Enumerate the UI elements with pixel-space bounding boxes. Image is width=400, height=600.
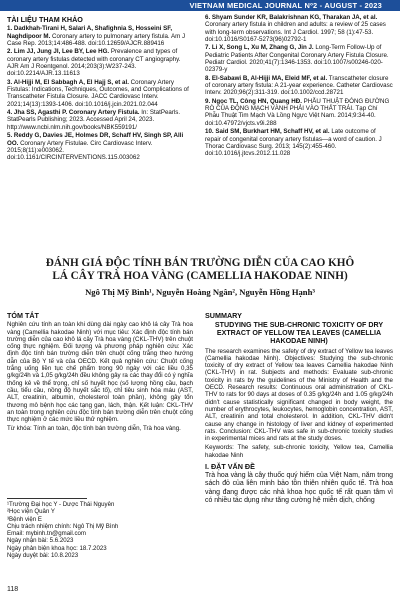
section-1-text: Trà hoa vàng là cây thuốc quý hiếm của Việt Nam, năm trong sách đỏ của liên minh bảo tồn thiên nhiên quốc tế. Trà hoa vàng đang được các nhà khoa học quốc tế rất quan tâm vì có nhiều tác dụng như tăng cường hệ miễn dịch, chống bbox=[205, 472, 393, 504]
reference-details: Long-Term Follow-Up of Pediatric Patients After Congenital Coronary Artery Fistula Closure. Pediatr Cardiol. 2020;41(7):1346-1353. doi:10.1007/s00246-020-02379-y bbox=[205, 44, 389, 74]
reference-authors: 6. Shyam Sunder KR, Balakrishnan KG, Tharakan JA, et al. bbox=[205, 14, 378, 21]
footnote-line: Ngày phản biện khoa học: 18.7.2023 bbox=[7, 544, 107, 552]
references-right-column bbox=[205, 14, 393, 159]
reference-authors: 4. Jha SS, Agasthi P. Coronary Artery Fistula. bbox=[7, 109, 140, 117]
summary-text: The research examines the safety of dry extract of Yellow tea leaves (Camellia hakodae Ninh). Objectives: Studying the sub-chronic toxicity of dry extract of Yellow tea leaves Camellia hakodae Ninh (CKL-THV) in rat. Subjects and methods: Evaluate sub-chronic toxicity in rats by the guidelines of the Ministry of Health and the OECD. Research results: Continuous oral administration of CKL-THV to rats for 90 days at doses of 0.35 g/kg/24h and 1.05 g/kg/24h didn't cause statistically significant changed in body weight, the number of erythrocytes, leukocytes, hemoglobin concentration, AST, ALT, creatinin and total cholesterol. In addition, CKL-THV didn't cause any change in histology of liver and kidney of experimented rats. Conclusion: CKL-THV was safe in sub-chronic toxicity studies in experimental mices and rats at the study doses. bbox=[205, 347, 393, 443]
article-authors: Ngô Thị Mỹ Bình¹, Nguyễn Hoàng Ngân², Nguyễn Hồng Hạnh³ bbox=[85, 287, 315, 297]
reference-authors: 3. Al-Hijji M, El Sabbagh A, El Hajj S, et al. bbox=[7, 78, 129, 86]
tomtat-text: Nghiên cứu tính an toàn khi dùng dài ngày cao khô lá cây Trà hoa vàng (Camellia hakodae Ninh) với mục tiêu: Xác định độc tính bán trường diễn của cao khô lá cây Trà hoa vàng (CKL-THV) trên chuột cống thực nghiệm. Đối tượng và phương pháp nghiên cứu: Xác định độc tính bán trường diễn trên chuột cống trắng theo hướng dẫn của Bộ Y tế và của OECD. Kết quả nghiên cứu: Chuột cống trắng uống liền tục chế phẩm trong 90 ngày với các liều 0,35 g/kg/24h và 1,05 g/kg/24h đều không gây ra các thay đổi có ý nghĩa thống kê về thể trọng, chỉ số huyết học (số lượng hồng cầu, bạch cầu, tiểu cầu, nồng độ huyết sắc tố), chỉ tiêu sinh hóa máu (AST, ALT, creatinin, albumin, cholesterol toàn phần), không gây tổn thương mô bệnh học các tạng gan, lách, thận. Kết luận: CKL-THV an toàn trong nghiên cứu độc tính bán trường diễn trên chuột cống thực nghiệm ở các mức liều thử nghiệm. bbox=[7, 321, 193, 424]
abstract-vn-column bbox=[7, 310, 193, 433]
reference-item bbox=[205, 98, 393, 127]
footnote-line: ²Học viện Quân Y bbox=[7, 508, 55, 516]
reference-details: Coronary Artery Fistulae. Circ Cardiovasc Interv. 2015;8(11):e003062. doi:10.1161/CIRCINTERVENTIONS.115.003062 bbox=[7, 139, 153, 162]
reference-item bbox=[205, 14, 393, 43]
article-title-block bbox=[0, 257, 400, 297]
footnote-line: Ngày duyệt bài: 10.8.2023 bbox=[7, 552, 79, 560]
reference-details: Coronary Artery Fistulas: Indications, Techniques, Outcomes, and Complications of Transcatheter Fistula Closure. JACC Cardiovasc Interv. 2021;14(13):1393-1406. doi:10.1016/j.jcin.2021.02.044 bbox=[7, 78, 189, 108]
references-list-right bbox=[205, 14, 393, 157]
reference-item bbox=[7, 109, 193, 131]
footnote-line: ¹Trường Đại học Y - Dược Thái Nguyên bbox=[7, 501, 115, 508]
reference-authors: 5. Reddy G, Davies JE, Holmes DR, Schaff HV, Singh SP, Alli OO. bbox=[7, 132, 184, 147]
tomtat-heading: TÓM TẮT bbox=[7, 311, 39, 320]
footnote-line: Ngày nhận bài: 5.6.2023 bbox=[7, 537, 74, 545]
reference-item bbox=[7, 132, 193, 161]
abstract-en-column bbox=[205, 310, 393, 505]
reference-details: In: StatPearls. StatPearls Publishing; 2023. Accessed April 24, 2023. http://www.ncbi.nlm.nih.gov/books/NBK559191/ bbox=[7, 109, 181, 131]
summary-keywords: Keywords: The safety, sub-chronic toxicity, Yellow tea, Camellia hakodae Ninh bbox=[205, 444, 393, 459]
footnote-divider bbox=[7, 498, 87, 499]
reference-details: Transcatheter closure of coronary artery fistula: A 21-year experience. Catheter Cardiovasc Interv. 2020;96(2):311-319. doi:10.1002/ccd.28721 bbox=[205, 74, 393, 97]
journal-header-bar bbox=[0, 0, 400, 11]
reference-item bbox=[7, 48, 193, 77]
reference-item bbox=[205, 44, 393, 73]
reference-details: PHẪU THUẬT ĐÓNG ĐƯỜNG RÒ CỦA ĐỘNG MẠCH VÀNH PHẢI VÀO THẤT TRÁI. Tạp Chí Phẫu Thuật Tim Mạch Và Lồng Ngực Việt Nam. 2014;9:34-40. doi:10.47972/vjcts.v9i.288 bbox=[205, 97, 390, 127]
references-left-column bbox=[7, 14, 193, 163]
footnote-line: Email: mybinh.tn@gmail.com bbox=[7, 530, 86, 538]
section-1-heading: I. ĐẶT VẤN ĐỀ bbox=[205, 462, 255, 472]
reference-authors: 8. El-Sabawi B, Al-Hijji MA, Eleid MF, et al. bbox=[205, 74, 328, 82]
reference-authors: 10. Said SM, Burkhart HM, Schaff HV, et al. bbox=[205, 128, 330, 136]
tomtat-keywords: Từ khóa: Tính an toàn, độc tính bán trường diễn, Trà hoa vàng. bbox=[7, 425, 181, 433]
reference-details: Late outcome of repair of congenital coronary artery fistulas—a word of caution. J Thorac Cardiovasc Surg. 2013; 145(2):455-460. doi:10.1016/j.jtcvs.2012.11.028 bbox=[205, 128, 382, 158]
reference-details: Coronary artery fistula in children and adults: a review of 25 cases with long-term observations. Int J Cardiol. 1997; 58 (1):47-53. doi:10.1016/S0167-5273(96)02792-1 bbox=[205, 21, 386, 43]
references-list-left bbox=[7, 25, 193, 161]
article-title-line-1: ĐÁNH GIÁ ĐỘC TÍNH BÁN TRƯỜNG DIỄN CỦA CAO KHÔ bbox=[45, 257, 355, 269]
reference-authors: 2. Lim JJ, Jung JI, Lee BY, Lee HG. bbox=[7, 48, 110, 56]
footnote-line: ³Bệnh viện E bbox=[7, 515, 42, 523]
reference-item bbox=[205, 75, 393, 97]
reference-item bbox=[7, 79, 193, 108]
english-title: STUDYING THE SUB-CHRONIC TOXICITY OF DRY EXTRACT OF YELLOW TEA LEAVES (CAMELLIA HAKODAE NINH) bbox=[214, 321, 384, 346]
reference-item bbox=[205, 128, 393, 157]
footnote-list bbox=[7, 501, 193, 559]
reference-details: Coronary artery to pulmonary artery fistula. Am J Case Rep. 2013;14:486-488. doi:10.12659/AJCR.889416 bbox=[7, 32, 186, 47]
reference-item bbox=[7, 25, 193, 47]
reference-authors: 1. Dadkhah-Tirani H, Salari A, Shafighnia S, Hosseini SF, Naghdipoor M. bbox=[7, 25, 173, 40]
reference-authors: 7. Li X, Song L, Xu M, Zhang G, Jin J. bbox=[205, 44, 314, 52]
footnote-line: Chịu trách nhiệm chính: Ngô Thị Mỹ Bình bbox=[7, 522, 119, 530]
reference-details: Prevalence and types of coronary artery fistulas detected with coronary CT angiography. AJR Am J Roentgenol. 2014;203(3):W237-243. doi:10.2214/AJR.13.11613 bbox=[7, 48, 181, 78]
affiliation-footnotes bbox=[7, 498, 193, 559]
reference-authors: 9. Ngọc TL, Công HN, Quang HĐ. bbox=[205, 97, 302, 105]
references-heading: TÀI LIỆU THAM KHẢO bbox=[7, 15, 83, 24]
journal-header-title: VIETNAM MEDICAL JOURNAL Nº2 - AUGUST - 2023 bbox=[189, 1, 382, 10]
summary-heading: SUMMARY bbox=[205, 311, 242, 320]
page-number: 118 bbox=[7, 586, 19, 593]
article-title-line-2: LÁ CÂY TRÀ HOA VÀNG (CAMELLIA HAKODAE NINH) bbox=[52, 270, 348, 282]
